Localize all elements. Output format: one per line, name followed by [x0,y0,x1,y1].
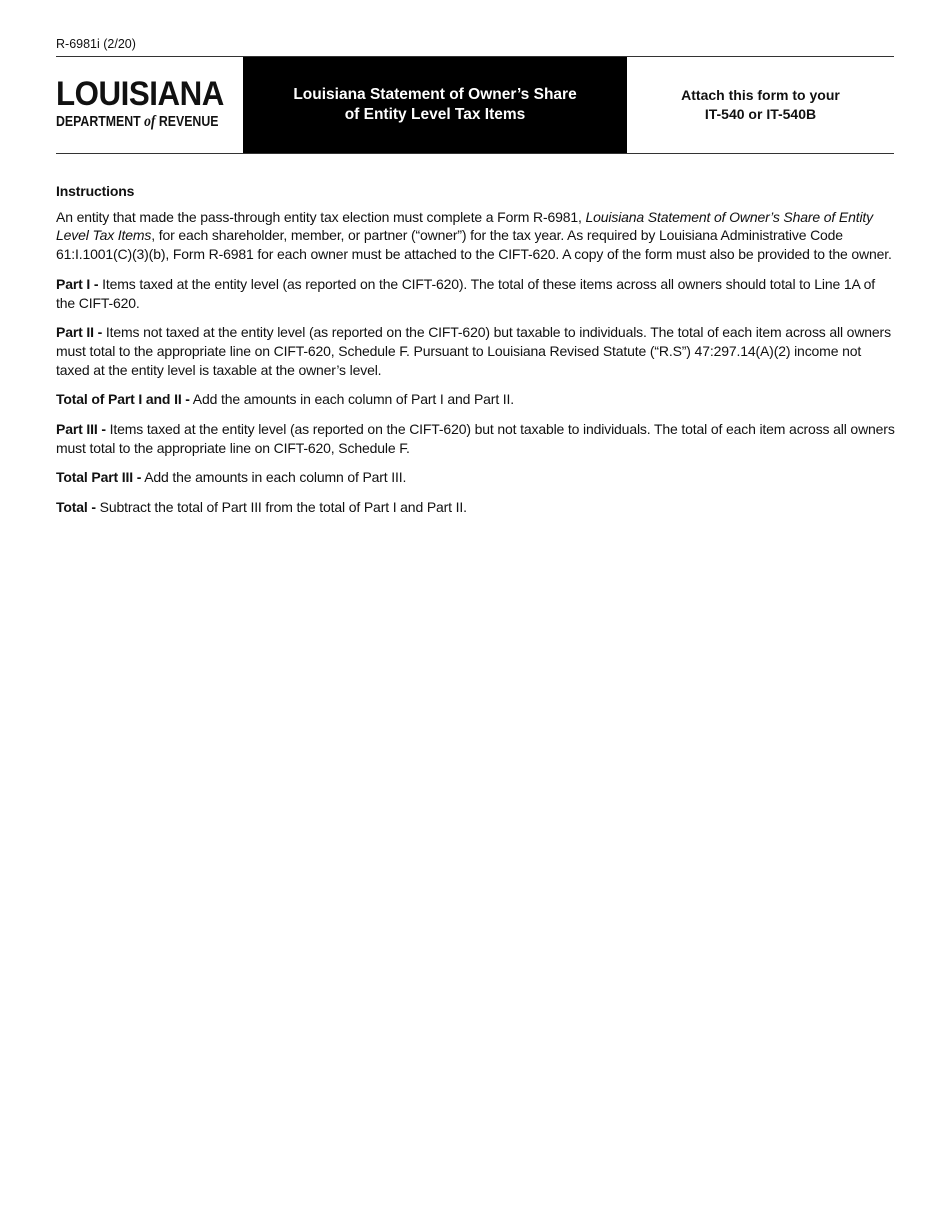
logo-department [56,113,219,131]
instruction-text: Items taxed at the entity level (as reported on the CIFT-620) but not taxable to individuals. The total of each item across all owners must total to the appropriate line on CIFT-620, Schedule F. [56,421,895,456]
attach-note [627,57,894,153]
instruction-part-1 [56,275,896,312]
instruction-total-part-3 [56,468,896,487]
form-title-line1: Louisiana Statement of Owner’s Share [293,86,577,103]
instruction-text: Subtract the total of Part III from the total of Part I and Part II. [95,499,467,516]
form-title-box [243,57,627,153]
header-bottom-rule [56,153,894,154]
instruction-label: Total - [56,499,96,516]
instruction-text: Add the amounts in each column of Part I and Part II. [189,391,515,408]
logo-state: LOUISIANA [56,75,224,113]
instruction-label: Part I - [56,275,99,292]
intro-text: An entity that made the pass-through entity tax election must complete a Form R-6981, [56,208,586,225]
intro-form-name: Louisiana Statement of Owner’s Share of Entity Level Tax Items [56,208,874,244]
louisiana-revenue-logo [56,75,240,131]
instruction-text: Items not taxed at the entity level (as reported on the CIFT-620) but taxable to individuals. The total of each item across all owners must total to the appropriate line on CIFT-620, Schedule F. Pursuant to Louisiana Revised Statute (“R.S”) 47:297.14(A)(2) income not taxed at the entity level is taxable at the owner’s level. [56,324,891,378]
instruction-total [56,498,896,517]
instruction-part-2 [56,323,896,379]
logo-dept-word: DEPARTMENT [56,114,141,130]
instruction-label: Part III - [56,421,106,438]
logo-of-word: of [144,113,156,130]
instruction-part-3 [56,420,896,457]
instruction-label: Total Part III - [56,469,142,486]
instruction-total-1-2 [56,390,896,409]
form-title-line2: of Entity Level Tax Items [344,106,526,123]
instruction-text: Items taxed at the entity level (as reported on the CIFT-620). The total of these items across all owners should total to Line 1A of the CIFT-620. [56,275,876,311]
logo-revenue-word: REVENUE [158,114,219,130]
instruction-label: Part II - [56,324,103,341]
form-number: R-6981i (2/20) [56,37,136,51]
instruction-label: Total of Part I and II - [56,391,190,408]
attach-note-line2: IT-540 or IT-540B [704,106,817,122]
instructions-heading: Instructions [56,183,135,199]
intro-text-cont: , for each shareholder, member, or partner (“owner”) for the tax year. As required by Louisiana Administrative Code 61:I.1001(C)(3)(b), Form R-6981 for each owner must be attached to the CIFT-620. A copy of the form must also be provided to the owner. [56,227,892,263]
instructions-intro [56,208,896,264]
attach-note-line1: Attach this form to your [681,87,840,103]
instruction-text: Add the amounts in each column of Part III. [141,469,407,486]
instructions-section [56,182,896,528]
